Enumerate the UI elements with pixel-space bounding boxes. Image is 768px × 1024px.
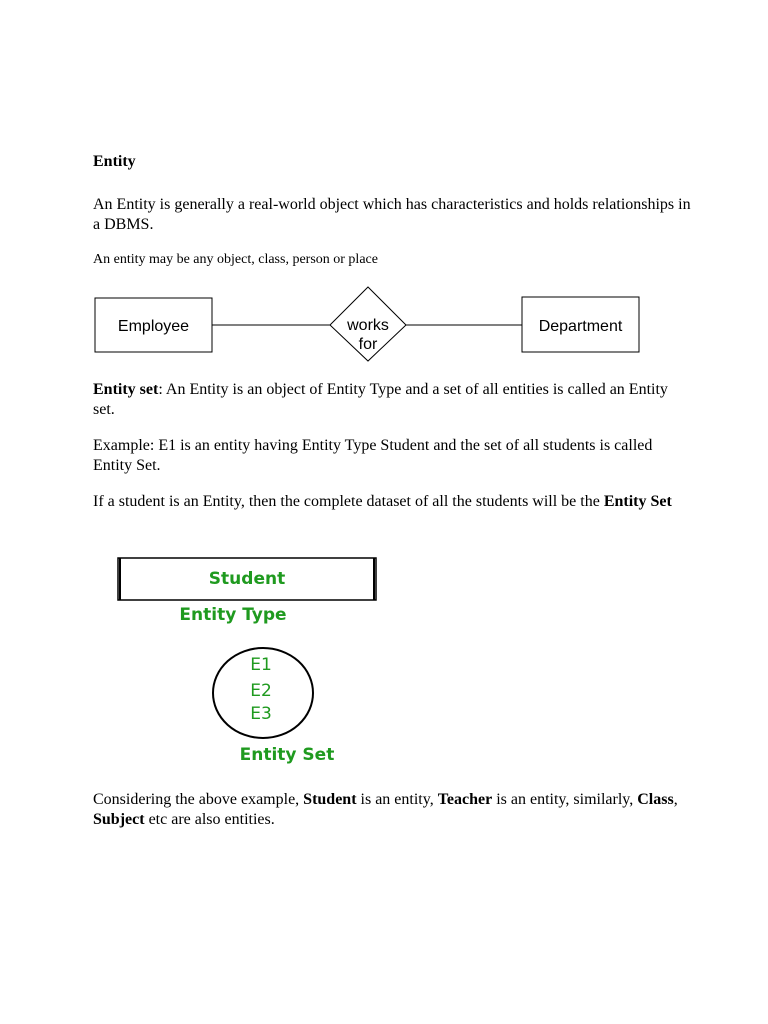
closing-text-2: is an entity, bbox=[356, 791, 438, 808]
intro-paragraph: An Entity is generally a real-world object which has characteristics and holds relationships in a DBMS. bbox=[93, 196, 691, 233]
closing-bold-teacher: Teacher bbox=[437, 791, 493, 808]
closing-text-5: etc are also entities. bbox=[144, 811, 275, 828]
section-heading: Entity bbox=[93, 153, 136, 170]
entity-set-diagram bbox=[118, 558, 376, 765]
closing-bold-subject: Subject bbox=[93, 811, 145, 828]
closing-bold-student: Student bbox=[303, 791, 357, 808]
entity-set-caption: Entity Set bbox=[239, 745, 335, 765]
er-diagram bbox=[95, 287, 639, 361]
entity-type-caption: Entity Type bbox=[179, 605, 287, 625]
student-type-label: Student bbox=[208, 569, 286, 589]
relationship-label-line2: for bbox=[358, 336, 378, 353]
set-member-e1: E1 bbox=[250, 655, 272, 675]
closing-text-3: is an entity, similarly, bbox=[492, 791, 638, 808]
closing-text-1: Considering the above example, bbox=[93, 791, 304, 808]
relationship-label-line1: works bbox=[347, 317, 389, 334]
entity-set-paragraph bbox=[93, 380, 693, 420]
closing-text-4: , bbox=[673, 791, 678, 808]
student-paragraph-bold: Entity Set bbox=[603, 493, 672, 510]
set-member-e2: E2 bbox=[250, 681, 272, 701]
example-paragraph: Example: E1 is an entity having Entity Type Student and the set of all students is called Entity Set. bbox=[93, 437, 653, 474]
student-paragraph bbox=[93, 492, 693, 512]
employee-entity-label: Employee bbox=[117, 318, 190, 335]
entity-set-term: Entity set bbox=[93, 381, 159, 398]
student-paragraph-text: If a student is an Entity, then the complete dataset of all the students will be the bbox=[93, 493, 604, 510]
set-member-e3: E3 bbox=[250, 704, 272, 724]
closing-bold-class: Class bbox=[637, 791, 674, 808]
department-entity-label: Department bbox=[538, 318, 623, 335]
entity-set-definition: : An Entity is an object of Entity Type and a set of all entities is called an Entity set. bbox=[93, 381, 668, 418]
entity-note: An entity may be any object, class, person or place bbox=[93, 252, 378, 267]
closing-paragraph bbox=[93, 790, 693, 830]
